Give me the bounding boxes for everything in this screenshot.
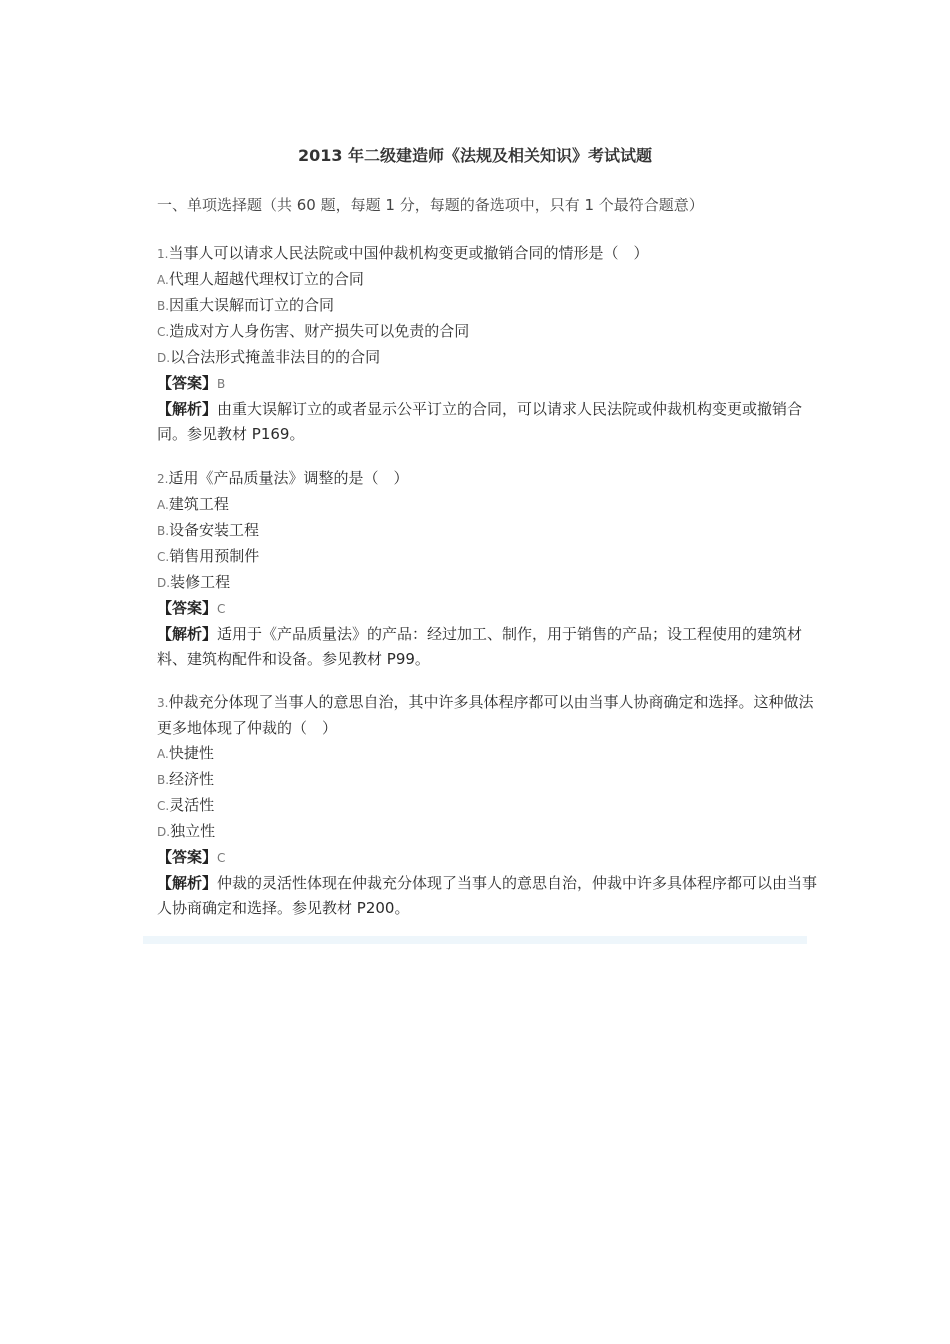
option-letter: B.	[157, 299, 170, 313]
option-text: 以合法形式掩盖非法目的的合同	[170, 348, 381, 366]
option-text: 代理人超越代理权订立的合同	[168, 270, 364, 288]
option-letter: B.	[157, 773, 170, 787]
option-text: 造成对方人身伤害、财产损失可以免责的合同	[169, 322, 470, 340]
question-3	[157, 690, 827, 921]
option-letter: D.	[157, 576, 171, 590]
option-letter: B.	[157, 524, 170, 538]
option-text: 设备安装工程	[169, 521, 260, 539]
option-c	[157, 793, 827, 819]
option-letter: D.	[157, 825, 171, 839]
question-text: 仲裁充分体现了当事人的意思自治，其中许多具体程序都可以由当事人协商确定和选择。这种做法更多地体现了仲裁的（ ）	[157, 693, 814, 737]
option-text: 建筑工程	[168, 495, 229, 513]
option-letter: C.	[157, 550, 170, 564]
answer-tag: 【答案】	[157, 374, 218, 392]
option-letter: D.	[157, 351, 171, 365]
question-number: 2.	[157, 472, 169, 486]
option-a	[157, 741, 827, 767]
question-stem	[157, 690, 827, 741]
divider	[143, 936, 807, 944]
question-number: 1.	[157, 247, 169, 261]
answer-line	[157, 845, 827, 871]
option-text: 因重大误解而订立的合同	[169, 296, 335, 314]
question-2	[157, 466, 827, 672]
question-stem	[157, 466, 827, 492]
option-letter: A.	[157, 498, 169, 512]
analysis-line	[157, 397, 827, 447]
answer-value: C	[217, 851, 226, 865]
question-text: 当事人可以请求人民法院或中国仲裁机构变更或撤销合同的情形是（ ）	[168, 244, 649, 262]
analysis-tag: 【解析】	[157, 625, 218, 643]
option-letter: A.	[157, 273, 169, 287]
option-letter: C.	[157, 325, 170, 339]
document-title: 2013 年二级建造师《法规及相关知识》考试试题	[297, 146, 653, 165]
analysis-text: 适用于《产品质量法》的产品：经过加工、制作，用于销售的产品；设工程使用的建筑材料、建筑构配件和设备。参见教材 P99。	[157, 625, 803, 668]
option-b	[157, 518, 827, 544]
option-text: 经济性	[169, 770, 215, 788]
option-a	[157, 492, 827, 518]
option-d	[157, 819, 827, 845]
option-text: 快捷性	[168, 744, 214, 762]
analysis-text: 由重大误解订立的或者显示公平订立的合同，可以请求人民法院或仲裁机构变更或撤销合同。参见教材 P169。	[157, 400, 803, 443]
option-b	[157, 767, 827, 793]
answer-line	[157, 596, 827, 622]
option-d	[157, 345, 827, 371]
answer-line	[157, 371, 827, 397]
answer-tag: 【答案】	[157, 599, 218, 617]
option-c	[157, 544, 827, 570]
analysis-text: 仲裁的灵活性体现在仲裁充分体现了当事人的意思自治，仲裁中许多具体程序都可以由当事人协商确定和选择。参见教材 P200。	[157, 874, 818, 917]
option-text: 独立性	[170, 822, 216, 840]
answer-value: B	[217, 377, 226, 391]
option-letter: A.	[157, 747, 169, 761]
option-text: 销售用预制件	[169, 547, 260, 565]
question-text: 适用《产品质量法》调整的是（ ）	[168, 469, 409, 487]
question-number: 3.	[157, 696, 169, 710]
analysis-tag: 【解析】	[157, 400, 218, 418]
analysis-line	[157, 871, 827, 921]
question-stem	[157, 241, 827, 267]
analysis-line	[157, 622, 827, 672]
section-heading: 一、单项选择题（共 60 题，每题 1 分，每题的备选项中，只有 1 个最符合题意）	[157, 196, 704, 214]
option-text: 灵活性	[169, 796, 215, 814]
option-text: 装修工程	[170, 573, 231, 591]
option-b	[157, 293, 827, 319]
option-a	[157, 267, 827, 293]
option-letter: C.	[157, 799, 170, 813]
option-c	[157, 319, 827, 345]
answer-value: C	[217, 602, 226, 616]
option-d	[157, 570, 827, 596]
answer-tag: 【答案】	[157, 848, 218, 866]
analysis-tag: 【解析】	[157, 874, 218, 892]
question-1	[157, 241, 827, 447]
